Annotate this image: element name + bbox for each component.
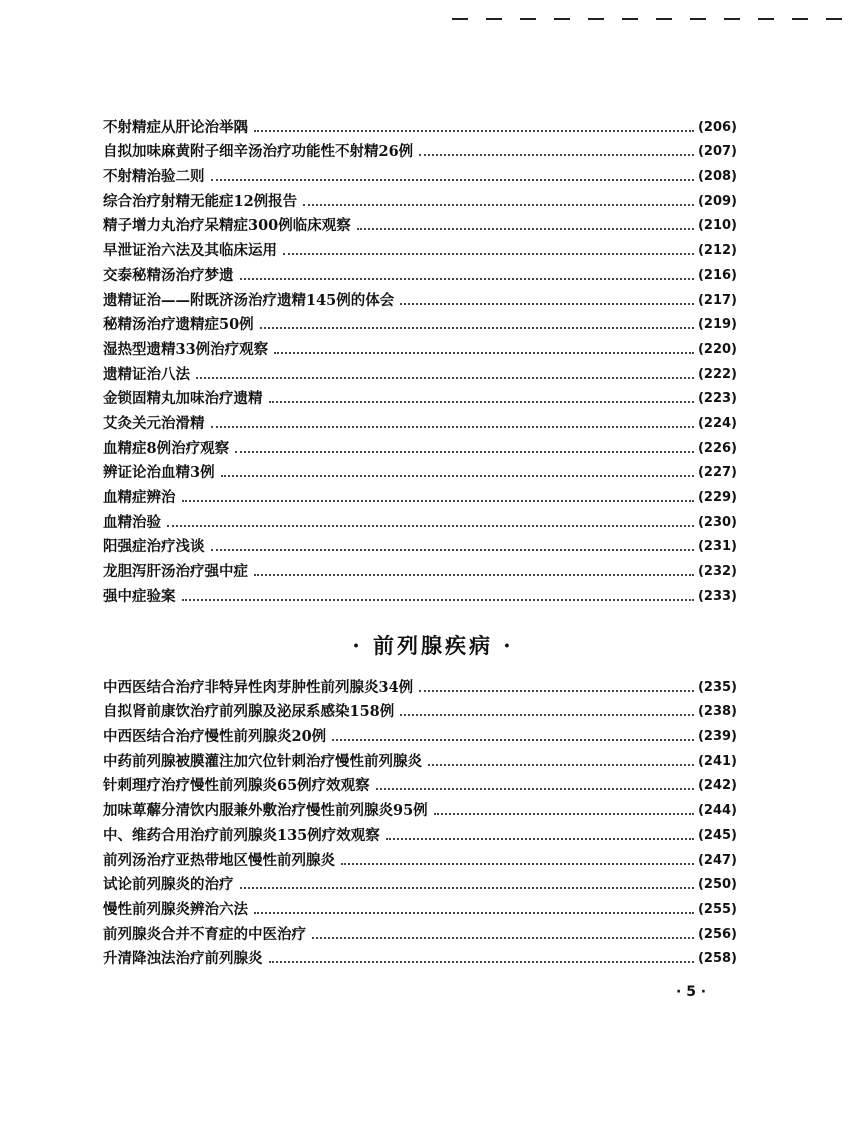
dot-leader: [332, 739, 694, 741]
toc-entry[interactable]: [103, 507, 737, 532]
toc-entry-title: 秘精汤治疗遗精症50例: [103, 316, 254, 334]
dot-leader: [400, 714, 694, 716]
toc-entry[interactable]: [103, 556, 737, 581]
dot-leader: [419, 154, 694, 156]
toc-entry[interactable]: [103, 845, 737, 870]
toc-entry-title: 综合治疗射精无能症12例报告: [103, 192, 298, 210]
toc-entry-page: (208): [697, 169, 737, 185]
toc-entry[interactable]: [103, 795, 737, 820]
toc-entry-title: 自拟肾前康饮治疗前列腺及泌尿系感染158例: [103, 703, 395, 721]
toc-entry[interactable]: [103, 894, 737, 919]
dot-leader: [211, 426, 694, 428]
toc-entry[interactable]: [103, 334, 737, 359]
toc-entry[interactable]: [103, 310, 737, 335]
toc-entry-title: 中药前列腺被膜灌注加穴位针刺治疗慢性前列腺炎: [103, 752, 422, 770]
toc-entry-page: (238): [697, 704, 737, 720]
toc-entry[interactable]: [103, 482, 737, 507]
toc-entry-title: 血精治验: [103, 513, 161, 531]
toc-entry[interactable]: [103, 870, 737, 895]
toc-entry-page: (231): [697, 539, 737, 555]
toc-entry-title: 湿热型遗精33例治疗观察: [103, 340, 269, 358]
dot-leader: [260, 327, 694, 329]
toc-entry[interactable]: [103, 161, 737, 186]
toc-entry-title: 针刺理疗治疗慢性前列腺炎65例疗效观察: [103, 777, 370, 795]
dot-leader: [235, 451, 694, 453]
toc-entry[interactable]: [103, 919, 737, 944]
dot-leader: [240, 887, 694, 889]
toc-entry-page: (226): [697, 440, 737, 456]
toc-entry-page: (242): [697, 778, 737, 794]
toc-entry-page: (224): [697, 415, 737, 431]
toc-entry-page: (255): [697, 901, 737, 917]
toc-entry-title: 中、维药合用治疗前列腺炎135例疗效观察: [103, 826, 380, 844]
toc-entry-page: (230): [697, 514, 737, 530]
toc-entry-page: (219): [697, 317, 737, 333]
toc-entry-page: (247): [697, 852, 737, 868]
toc-entry-title: 早泄证治六法及其临床运用: [103, 242, 277, 260]
toc-entry-page: (256): [697, 926, 737, 942]
toc-entry[interactable]: [103, 285, 737, 310]
dot-leader: [274, 352, 694, 354]
toc-entry-page: (227): [697, 465, 737, 481]
toc-entry-page: (220): [697, 341, 737, 357]
dot-leader: [254, 574, 694, 576]
page-number: · 5 ·: [676, 984, 707, 1000]
toc-entry-title: 加味萆薢分清饮内服兼外敷治疗慢性前列腺炎95例: [103, 802, 428, 820]
toc-entry-title: 中西医结合治疗慢性前列腺炎20例: [103, 728, 327, 746]
toc-entry[interactable]: [103, 721, 737, 746]
toc-entry-title: 试论前列腺炎的治疗: [103, 876, 234, 894]
dot-leader: [269, 401, 694, 403]
dot-leader: [386, 838, 694, 840]
toc-entry[interactable]: [103, 458, 737, 483]
toc-entry-title: 前列腺炎合并不育症的中医治疗: [103, 925, 306, 943]
dot-leader: [400, 303, 694, 305]
dot-leader: [254, 912, 694, 914]
dot-leader: [211, 549, 694, 551]
toc-entry[interactable]: [103, 581, 737, 606]
dot-leader: [240, 278, 694, 280]
toc-entry-title: 血精症辨治: [103, 489, 176, 506]
dot-leader: [211, 179, 694, 181]
dot-leader: [254, 130, 694, 132]
toc-entry-page: (206): [697, 119, 737, 135]
toc-entry[interactable]: [103, 186, 737, 211]
toc-entry-page: (232): [697, 564, 737, 580]
dot-leader: [419, 690, 694, 692]
toc-entry[interactable]: [103, 771, 737, 796]
dot-leader: [303, 204, 694, 206]
dot-leader: [269, 961, 694, 963]
toc-entry-title: 血精症8例治疗观察: [103, 439, 230, 457]
toc-entry-title: 不射精症从肝论治举隅: [103, 118, 248, 136]
toc-entry-title: 金锁固精丸加味治疗遗精: [103, 390, 263, 408]
dot-leader: [221, 475, 694, 477]
toc-entry-page: (209): [697, 193, 737, 209]
toc-entry[interactable]: [103, 746, 737, 771]
toc-entry-title: 艾灸关元治滑精: [103, 414, 205, 432]
toc-entry[interactable]: [103, 112, 737, 137]
toc-entry[interactable]: [103, 359, 737, 384]
toc-entry-page: (239): [697, 729, 737, 745]
dot-leader: [283, 253, 694, 255]
toc-entry-title: 慢性前列腺炎辨治六法: [103, 900, 248, 918]
toc-entry[interactable]: [103, 408, 737, 433]
toc-entry-page: (241): [697, 753, 737, 769]
toc-entry-title: 升清降浊法治疗前列腺炎: [103, 950, 263, 968]
toc-entry[interactable]: [103, 235, 737, 260]
toc-entry[interactable]: [103, 211, 737, 236]
toc-entry-title: 遗精证治八法: [103, 365, 190, 383]
dot-leader: [182, 500, 694, 502]
toc-entry[interactable]: [103, 820, 737, 845]
toc-entry[interactable]: [103, 672, 737, 697]
toc-entry-page: (212): [697, 243, 737, 259]
toc-entry-page: (233): [697, 588, 737, 604]
toc-entry-page: (210): [697, 218, 737, 234]
toc-entry-title: 不射精治验二则: [103, 168, 205, 186]
toc-entry-title: 精子增力丸治疗呆精症300例临床观察: [103, 217, 351, 235]
dot-leader: [376, 788, 694, 790]
toc-entry-page: (207): [697, 144, 737, 160]
toc-entry[interactable]: [103, 260, 737, 285]
toc-entry[interactable]: [103, 944, 737, 969]
dot-leader: [196, 377, 694, 379]
dot-leader: [357, 228, 694, 230]
toc-section-sexual-dysfunction: [103, 112, 737, 606]
toc-entry[interactable]: [103, 137, 737, 162]
toc-entry[interactable]: [103, 384, 737, 409]
toc-entry-title: 前列汤治疗亚热带地区慢性前列腺炎: [103, 851, 335, 869]
toc-entry-title: 龙胆泻肝汤治疗强中症: [103, 563, 248, 581]
toc-entry-page: (244): [697, 803, 737, 819]
dot-leader: [182, 599, 694, 601]
dot-leader: [341, 863, 694, 865]
toc-entry-page: (245): [697, 827, 737, 843]
toc-entry-title: 阳强症治疗浅谈: [103, 538, 205, 556]
toc-entry-title: 交泰秘精汤治疗梦遗: [103, 266, 234, 284]
toc-entry-page: (217): [697, 292, 737, 308]
toc-entry-title: 辨证论治血精3例: [103, 464, 215, 482]
toc-entry[interactable]: [103, 433, 737, 458]
toc-entry-page: (258): [697, 951, 737, 967]
toc-entry[interactable]: [103, 697, 737, 722]
section-heading-prostate: · 前列腺疾病 ·: [352, 633, 514, 658]
dot-leader: [167, 525, 694, 527]
toc-entry-page: (222): [697, 366, 737, 382]
toc-entry-title: 中西医结合治疗非特异性肉芽肿性前列腺炎34例: [103, 678, 414, 696]
toc-entry-title: 自拟加味麻黄附子细辛汤治疗功能性不射精26例: [103, 143, 414, 161]
header-dashed-rule: [452, 18, 847, 20]
dot-leader: [312, 937, 694, 939]
toc-entry-page: (235): [697, 679, 737, 695]
toc-entry-title: 遗精证治——附既济汤治疗遗精145例的体会: [103, 291, 395, 309]
toc-section-prostate: [103, 672, 737, 968]
toc-entry-page: (250): [697, 877, 737, 893]
toc-entry-page: (229): [697, 490, 737, 505]
toc-entry[interactable]: [103, 532, 737, 557]
dot-leader: [428, 764, 694, 766]
toc-entry-title: 强中症验案: [103, 587, 176, 605]
toc-entry-page: (216): [697, 267, 737, 283]
dot-leader: [434, 813, 694, 815]
toc-entry-page: (223): [697, 391, 737, 407]
